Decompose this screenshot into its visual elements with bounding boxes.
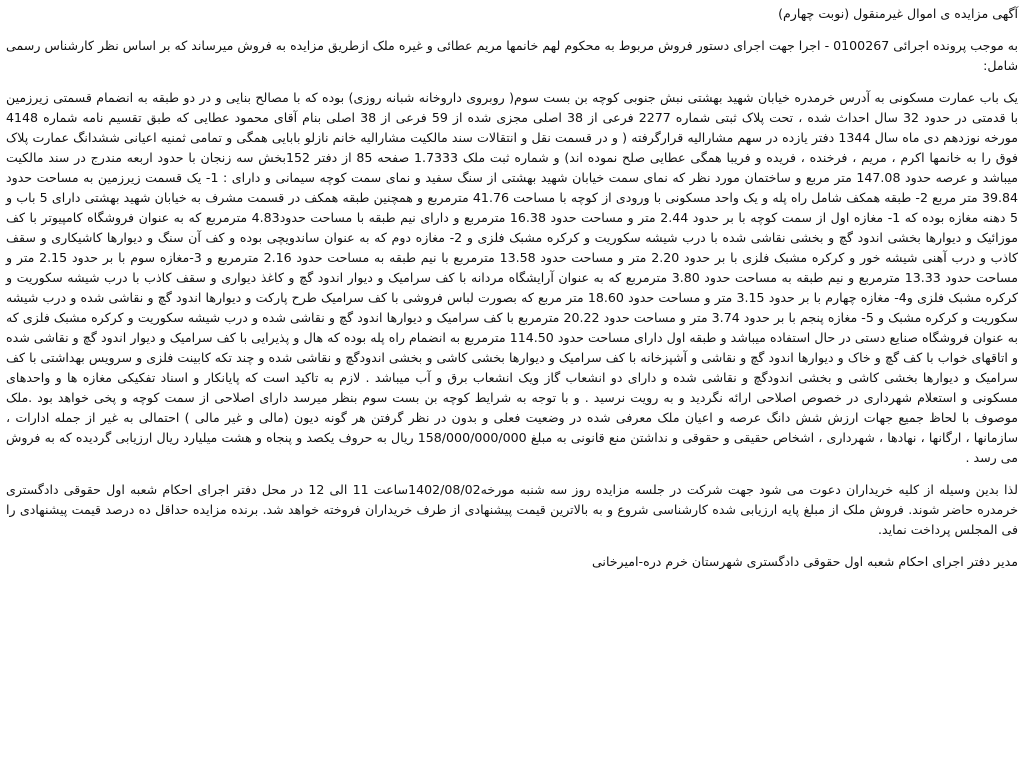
- auction-notice: [6, 4, 1018, 572]
- notice-intro: به موجب پرونده اجرائی 0100267 - اجرا جهت اجرای دستور فروش مربوط به محکوم لهم خانمها مریم عطائی و غیره ملک ازطریق مزایده به فروش میرساند که بر اساس نظر کارشناس رسمی شامل:: [6, 38, 1018, 73]
- notice-signature: مدیر دفتر اجرای احکام شعبه اول حقوقی دادگستری شهرستان خرم دره-امیرخانی: [591, 554, 1018, 569]
- property-description: یک باب عمارت مسکونی به آدرس خرمدره خیابان شهید بهشتی نبش جنوبی کوچه بن بست سوم( روبروی داروخانه شبانه روزی) بوده که با مصالح بنایی و در دو طبقه به انضمام قسمتی زیرزمین با قدمتی در حدود 32 سال احداث شده ، تحت پلاک ثبتی شماره 2277 فرعی از 38 اصلی مجزی شده از 59 فرعی از 38 اصلی بنام آقای محمود عطایی که طبق تقسیم نامه شماره 4148 مورخه نوزدهم دی ماه سال 1344 دفتر یازده در سهم مشارالیه قرارگرفته ( و در قسمت نقل و انتقالات سند مالکیت مشارالیه خانم نازلو بابایی همگی و تمامی ثمنیه اعیانی ششدانگ عمارت پلاک فوق را به خانمها اکرم ، مریم ، فرخنده ، فریده و فریبا همگی عطایی صلح نموده اند) و شماره ثبت ملک 1.7333 صفحه 85 از دفتر 152بخش سه زنجان با حدود اربعه مندرج در سند مالکیت میباشد و عرصه حدود 147.08 متر مربع و ساختمان مورد نظر که نمای سمت خیابان شهید بهشتی از سنگ سفید و نمای سمت کوچه سیمانی و دارای : 1- یک قسمت زیرزمین به مساحت حدود 39.84 متر مربع 2- طبقه همکف شامل راه پله و یک واحد مسکونی با ورودی از کوچه با مساحت 41.76 مترمربع و همچنین طبقه همکف در قسمت مشرف به خیابان شهید بهشتی دارای 5 باب و 5 دهنه مغازه بوده که 1- مغازه اول از سمت کوچه با بر حدود 2.44 متر و مساحت حدود 16.38 مترمربع و دارای نیم طبقه با مساحت حدود4.83 مترمربع که به عنوان فروشگاه کامپیوتر با کف موزائیک و دیوارها بخشی اندود گچ و بخشی نقاشی شده با درب شیشه سکوریت و کرکره مشبک فلزی و 2- مغازه دوم که به عنوان ساندویچی بوده و کف آن سنگ و دیوارها کاشیکاری و سقف کاذب و درب آهنی شیشه خور و کرکره مشبک فلزی با بر حدود 2.20 متر و مساحت حدود 13.58 مترمربع با نیم طبقه به مساحت حدود 2.16 مترمربع و 3-مغازه سوم با بر حدود 2.15 متر و مساحت حدود 13.33 مترمربع و نیم طبقه به مساحت حدود 3.80 مترمربع که به عنوان آرایشگاه مردانه با کف سرامیک و دیوار اندود گچ و کاغذ دیواری و سقف کاذب با درب شیشه سکوریت و کرکره مشبک فلزی و4- مغازه چهارم با بر حدود 3.15 متر و مساحت حدود 18.60 متر مربع که بصورت لباس فروشی با کف سرامیک طرح پارکت و دیوارها اندود گچ و نقاشی شده و درب شیشه سکوریت و کرکره مشبک و 5- مغازه پنجم با بر حدود 3.74 متر و مساحت حدود 20.22 مترمربع با کف سرامیک و دیوارها اندود گچ و نقاشی شده و درب شیشه سکوریت و کرکره مشبک فلزی که به عنوان فروشگاه صنایع دستی در حال استفاده میباشد و طبقه اول دارای مساحت حدود 114.50 مترمربع به انضمام راه پله بوده که هال و پذیرایی با کف سرامیک و دیوار اندود گچ و نقاشی شده و اتاقهای خواب با کف گچ و خاک و دیوارها اندود گچ و نقاشی و آشپزخانه با کف سرامیک و دیوارها بخشی کاشی و بخشی اندودگچ و نقاشی شده و چند تکه کابینت فلزی و سرویس بهداشتی با کف سرامیک و دیوارها بخشی کاشی و بخشی اندودگچ و نقاشی شده و دارای دو انشعاب گاز ویک انشعاب برق و آب میباشد . لازم به تاکید است که پایانکار و اسناد تفکیکی مغازه ها و واحدهای مسکونی و استعلام شهرداری در خصوص اصلاحی ارائه نگردید و به رویت نرسید . و با توجه به شرایط کوچه بن بست سوم بنظر میرسد دارای اصلاحی از سمت کوچه و پخی خواهد بود .ملک موصوف با لحاظ جمیع جهات ارزش شش دانگ عرصه و اعیان ملک معرفی شده در وضعیت فعلی و بدون در نظر گرفتن هر گونه دیون (مالی و غیر مالی ) احتمالی به غیر از جمله ادارات ، سازمانها ، ارگانها ، نهادها ، شهرداری ، اشخاص حقیقی و حقوقی و نداشتن منع قانونی به مبلغ 158/000/000/000 ریال به حروف یکصد و پنجاه و هشت میلیارد ریال ارزیابی گردیده که به فروش می رسد .: [6, 90, 1019, 465]
- notice-title: آگهی مزایده ی اموال غیرمنقول (نوبت چهارم): [778, 6, 1018, 21]
- auction-invitation: لذا بدین وسیله از کلیه خریداران دعوت می شود جهت شرکت در جلسه مزایده روز سه شنبه مورخه1402/08/02ساعت 11 الی 12 در محل دفتر اجرای احکام شعبه اول حقوقی دادگستری خرمدره حاضر شوند. فروش ملک از مبلغ پایه ارزیابی شده کارشناسی شروع و به بالاترین قیمت پیشنهادی از طرف خریداران فروخته خواهد شد. برنده مزایده حداقل ده درصد قیمت پیشنهادی را فی المجلس پرداخت نماید.: [6, 482, 1018, 537]
